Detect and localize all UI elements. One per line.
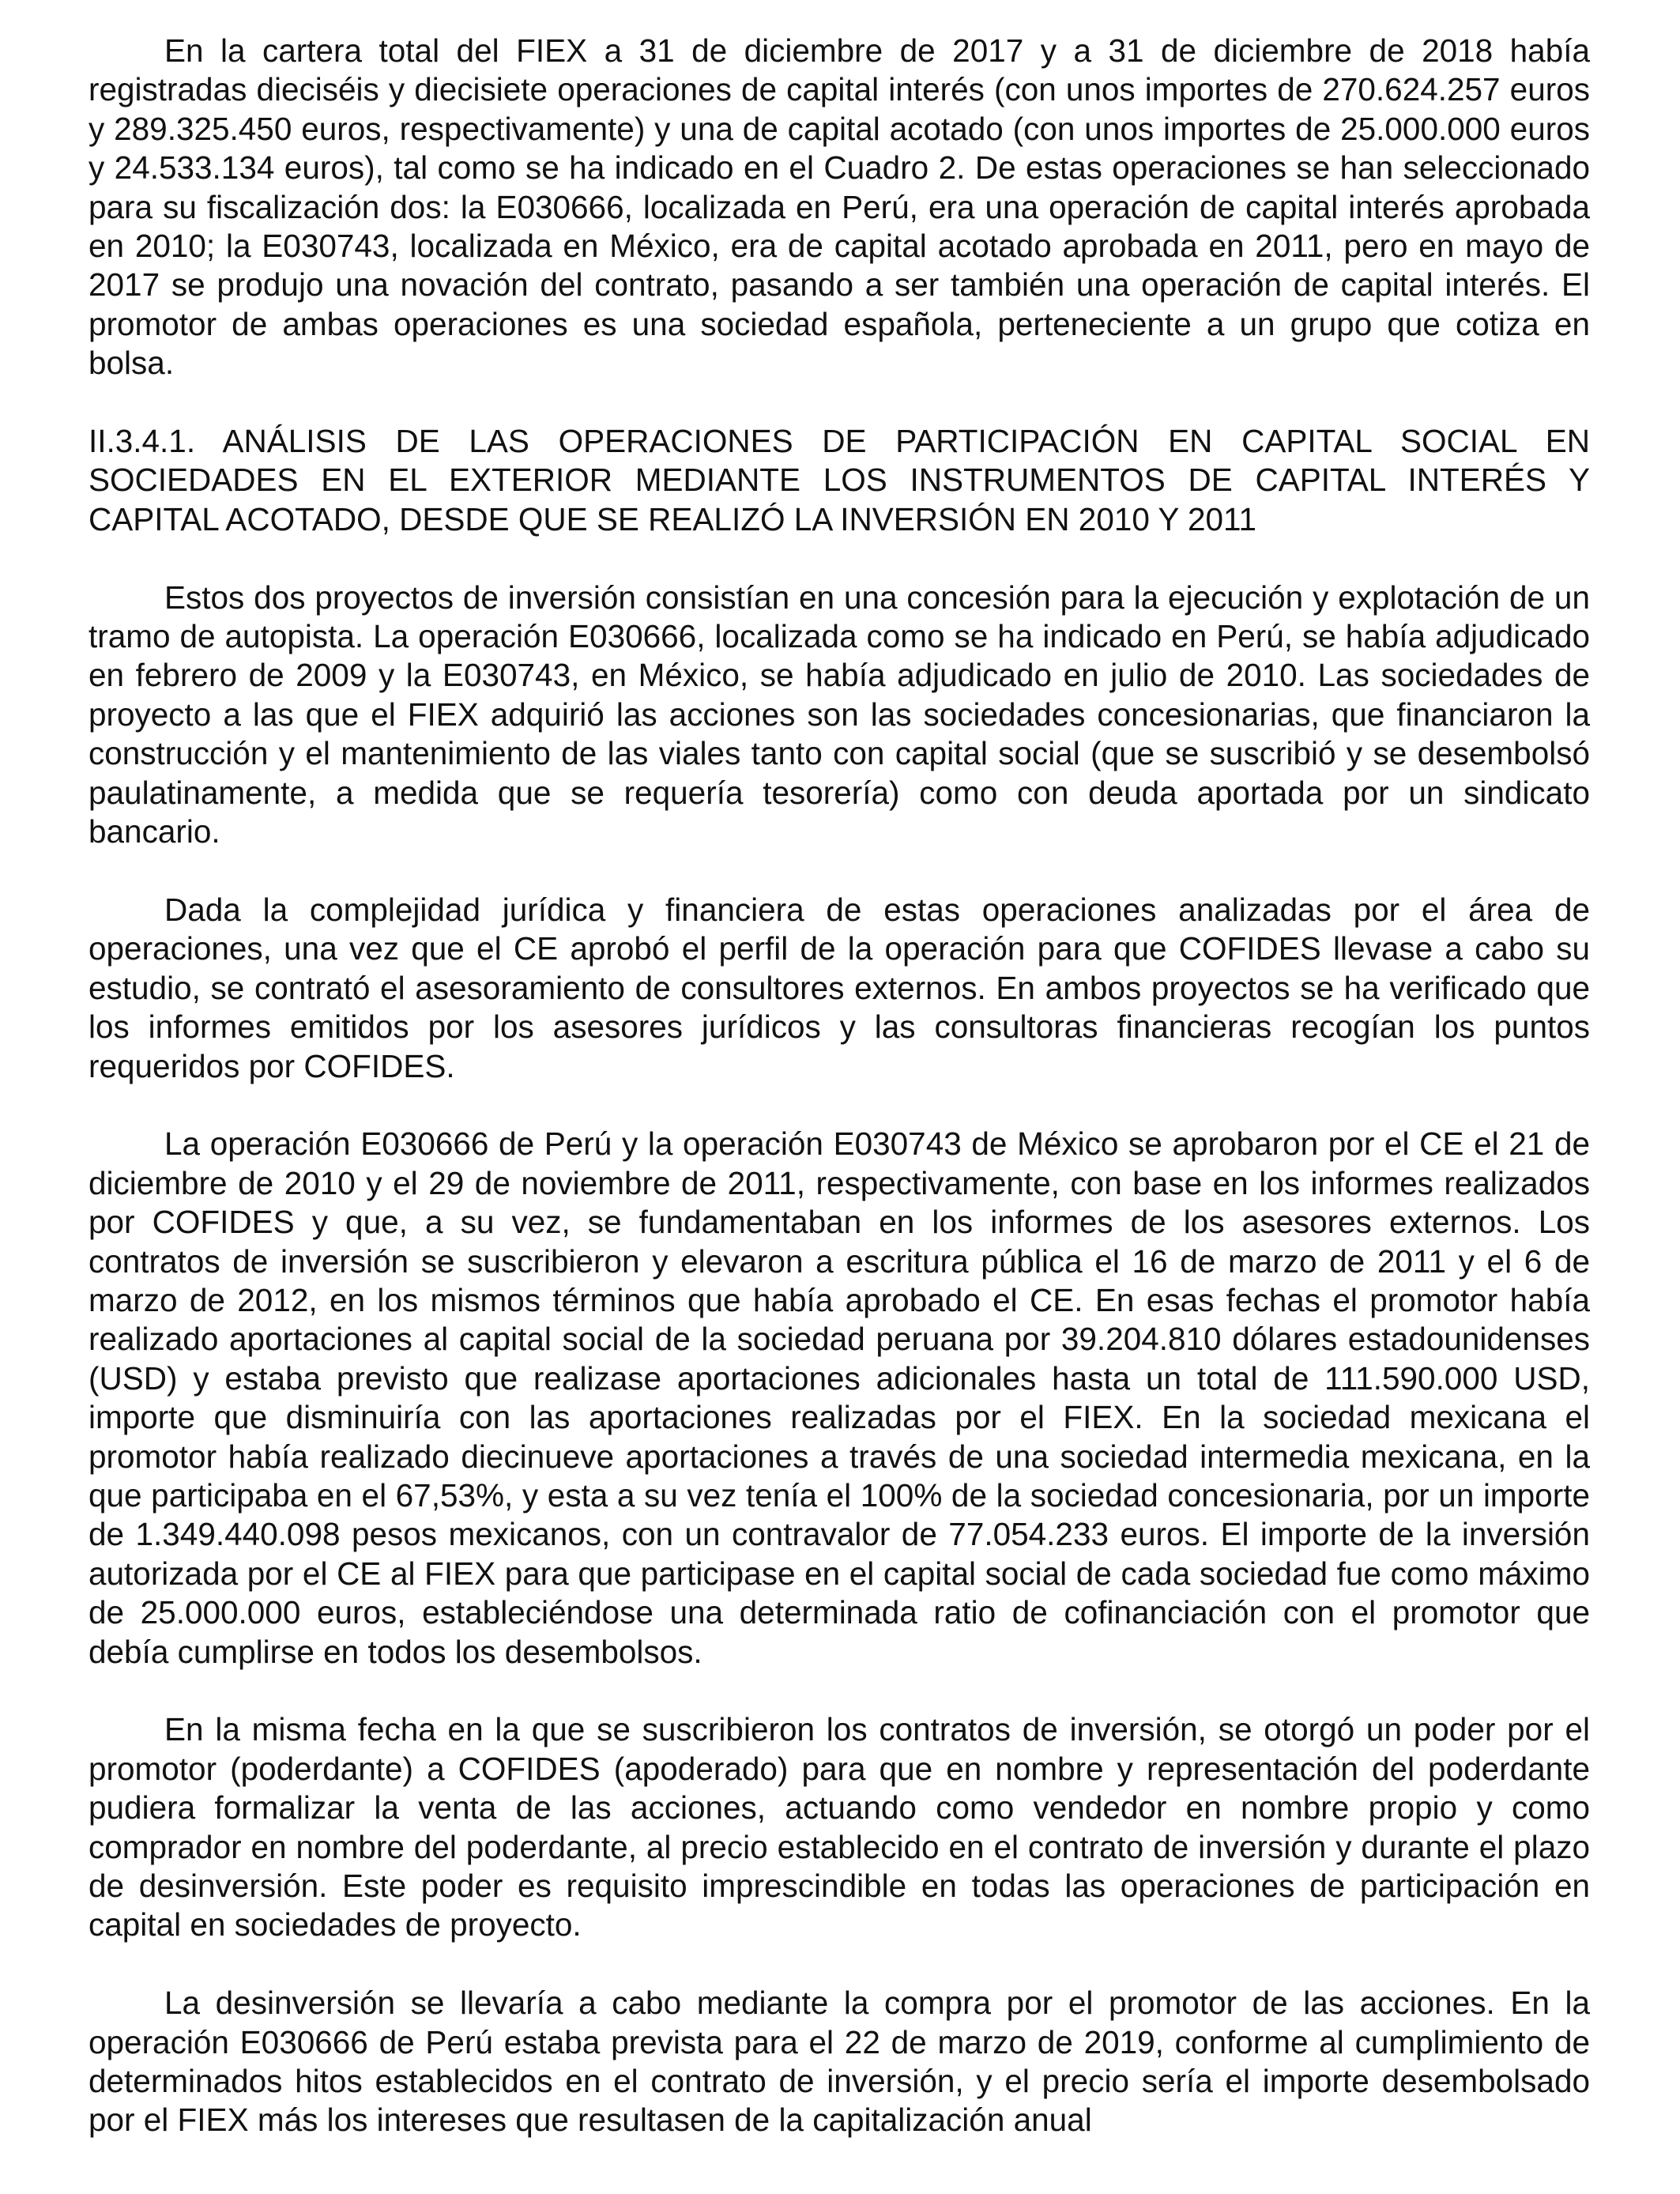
- paragraph-poder-promotor: En la misma fecha en la que se suscribieron los contratos de inversión, se otorgó un poder por el promotor (poderdante) a COFIDES (apoderado) para que en nombre y representación del poderdante pudiera formalizar la venta de las acciones, actuando como vendedor en nombre propio y como comprador en nombre del poderdante, al precio establecido en el contrato de inversión y durante el plazo de desinversión. Este poder es requisito imprescindible en todas las operaciones de participación en capital en sociedades de proyecto.: [89, 1711, 1590, 1943]
- paragraph-desinversion: La desinversión se llevaría a cabo mediante la compra por el promotor de las acciones. En la operación E030666 de Perú estaba prevista para el 22 de marzo de 2019, conforme al cumplimiento de determinados hitos establecidos en el contrato de inversión, y el precio sería el importe desembolsado por el FIEX más los intereses que resultasen de la capitalización anual: [89, 1985, 1590, 2139]
- section-heading-ii-3-4-1: II.3.4.1. ANÁLISIS DE LAS OPERACIONES DE PARTICIPACIÓN EN CAPITAL SOCIAL EN SOCIEDADES EN EL EXTERIOR MEDIANTE LOS INSTRUMENTOS DE CAPITAL INTERÉS Y CAPITAL ACOTADO, DESDE QUE SE REALIZÓ LA INVERSIÓN EN 2010 Y 2011: [89, 423, 1590, 537]
- paragraph-complejidad-juridica: Dada la complejidad jurídica y financiera de estas operaciones analizadas por el área de operaciones, una vez que el CE aprobó el perfil de la operación para que COFIDES llevase a cabo su estudio, se contrató el asesoramiento de consultores externos. En ambos proyectos se ha verificado que los informes emitidos por los asesores jurídicos y las consultoras financieras recogían los puntos requeridos por COFIDES.: [89, 891, 1590, 1084]
- document-page: [89, 32, 1590, 2140]
- paragraph-proyectos-inversion: Estos dos proyectos de inversión consistían en una concesión para la ejecución y explotación de un tramo de autopista. La operación E030666, localizada como se ha indicado en Perú, se había adjudicado en febrero de 2009 y la E030743, en México, se había adjudicado en julio de 2010. Las sociedades de proyecto a las que el FIEX adquirió las acciones son las sociedades concesionarias, que financiaron la construcción y el mantenimiento de las viales tanto con capital social (que se suscribió y se desembolsó paulatinamente, a medida que se requería tesorería) como con deuda aportada por un sindicato bancario.: [89, 579, 1590, 850]
- paragraph-cartera-fiex: En la cartera total del FIEX a 31 de diciembre de 2017 y a 31 de diciembre de 2018 había registradas dieciséis y diecisiete operaciones de capital interés (con unos importes de 270.624.257 euros y 289.325.450 euros, respectivamente) y una de capital acotado (con unos importes de 25.000.000 euros y 24.533.134 euros), tal como se ha indicado en el Cuadro 2. De estas operaciones se han seleccionado para su fiscalización dos: la E030666, localizada en Perú, era una operación de capital interés aprobada en 2010; la E030743, localizada en México, era de capital acotado aprobada en 2011, pero en mayo de 2017 se produjo una novación del contrato, pasando a ser también una operación de capital interés. El promotor de ambas operaciones es una sociedad española, perteneciente a un grupo que cotiza en bolsa.: [89, 32, 1590, 382]
- paragraph-aprobacion-operaciones: La operación E030666 de Perú y la operación E030743 de México se aprobaron por el CE el 21 de diciembre de 2010 y el 29 de noviembre de 2011, respectivamente, con base en los informes realizados por COFIDES y que, a su vez, se fundamentaban en los informes de los asesores externos. Los contratos de inversión se suscribieron y elevaron a escritura pública el 16 de marzo de 2011 y el 6 de marzo de 2012, en los mismos términos que había aprobado el CE. En esas fechas el promotor había realizado aportaciones al capital social de la sociedad peruana por 39.204.810 dólares estadounidenses (USD) y estaba previsto que realizase aportaciones adicionales hasta un total de 111.590.000 USD, importe que disminuiría con las aportaciones realizadas por el FIEX. En la sociedad mexicana el promotor había realizado diecinueve aportaciones a través de una sociedad intermedia mexicana, en la que participaba en el 67,53%, y esta a su vez tenía el 100% de la sociedad concesionaria, por un importe de 1.349.440.098 pesos mexicanos, con un contravalor de 77.054.233 euros. El importe de la inversión autorizada por el CE al FIEX para que participase en el capital social de cada sociedad fue como máximo de 25.000.000 euros, estableciéndose una determinada ratio de cofinanciación con el promotor que debía cumplirse en todos los desembolsos.: [89, 1125, 1590, 1670]
